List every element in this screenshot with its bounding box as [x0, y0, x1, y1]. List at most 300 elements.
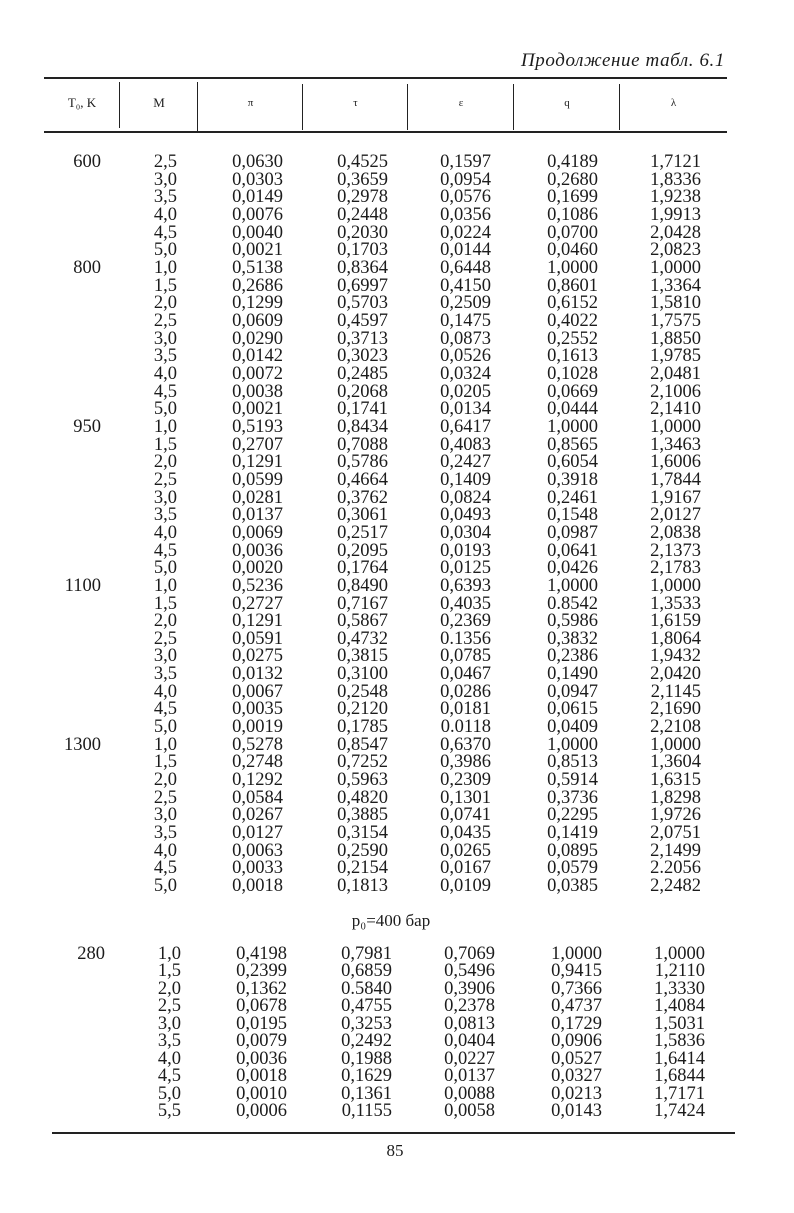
tau-cell: 0,5786	[337, 452, 388, 473]
table-row	[0, 630, 794, 648]
m-cell: 3,0	[153, 169, 177, 190]
tau-cell: 0,3061	[337, 505, 388, 526]
tau-cell: 0,1785	[337, 717, 388, 738]
q-cell: 0,3918	[547, 469, 598, 490]
eps-cell: 0,1409	[440, 469, 491, 490]
eps-cell: 0,0286	[440, 681, 491, 702]
m-cell: 1,0	[153, 416, 177, 437]
eps-cell: 0,6393	[440, 575, 491, 596]
q-cell: 0,0615	[547, 699, 598, 720]
eps-cell: 0,0227	[444, 1048, 495, 1069]
lambda-cell: 1,3533	[650, 593, 701, 614]
eps-cell: 0,6370	[440, 734, 491, 755]
q-cell: 0,2295	[547, 805, 598, 826]
lambda-cell: 1,5836	[654, 1031, 705, 1052]
eps-cell: 0,1475	[440, 310, 491, 331]
pi-cell: 0,1299	[232, 293, 283, 314]
q-cell: 0,0527	[551, 1048, 602, 1069]
lambda-cell: 1,0000	[650, 257, 701, 278]
q-cell: 0,0213	[551, 1083, 602, 1104]
tau-cell: 0,1703	[337, 240, 388, 261]
header-q: q	[564, 97, 570, 109]
header-divider	[513, 84, 514, 130]
tau-cell: 0,2548	[337, 681, 388, 702]
eps-cell: 0,0435	[440, 823, 491, 844]
tau-cell: 0,4664	[337, 469, 388, 490]
q-cell: 0,1490	[547, 664, 598, 685]
lambda-cell: 1,9238	[650, 187, 701, 208]
q-cell: 0,1086	[547, 204, 598, 225]
table-row	[0, 259, 794, 277]
m-cell: 3,0	[153, 328, 177, 349]
tau-cell: 0,2120	[337, 699, 388, 720]
table-row	[0, 171, 794, 189]
tau-cell: 0,1988	[341, 1048, 392, 1069]
table-row	[0, 842, 794, 860]
q-cell: 0.8542	[547, 593, 598, 614]
table-row	[0, 736, 794, 754]
q-cell: 0,0700	[547, 222, 598, 243]
tau-cell: 0.5840	[341, 978, 392, 999]
lambda-cell: 2,1145	[650, 681, 701, 702]
lambda-cell: 1,0000	[650, 575, 701, 596]
header-divider	[197, 82, 198, 131]
table-row	[0, 980, 794, 998]
header-lambda: λ	[670, 97, 677, 109]
lambda-cell: 1,3463	[650, 434, 701, 455]
header-m: M	[153, 95, 165, 110]
m-cell: 3,5	[153, 823, 177, 844]
tau-cell: 0,6859	[341, 961, 392, 982]
eps-cell: 0,0467	[440, 664, 491, 685]
m-cell: 3,5	[153, 187, 177, 208]
tau-cell: 0,4755	[341, 996, 392, 1017]
pi-cell: 0,0275	[232, 646, 283, 667]
q-cell: 0,4737	[551, 996, 602, 1017]
pi-cell: 0,2727	[232, 593, 283, 614]
lambda-cell: 2,1783	[650, 558, 701, 579]
eps-cell: 0,0526	[440, 346, 491, 367]
q-cell: 1,0000	[547, 734, 598, 755]
lambda-cell: 1,8064	[650, 628, 701, 649]
pi-cell: 0,1292	[232, 770, 283, 791]
eps-cell: 0,0824	[440, 487, 491, 508]
m-cell: 4,5	[153, 222, 177, 243]
q-cell: 0,2461	[547, 487, 598, 508]
table-row	[0, 753, 794, 771]
q-cell: 0,1699	[547, 187, 598, 208]
lambda-cell: 1,2110	[654, 961, 705, 982]
lambda-cell: 1,6006	[650, 452, 701, 473]
m-cell: 4,0	[153, 681, 177, 702]
m-cell: 4,5	[153, 540, 177, 561]
table-row	[0, 789, 794, 807]
eps-cell: 0,0137	[444, 1066, 495, 1087]
eps-cell: 0,0193	[440, 540, 491, 561]
pi-cell: 0,0127	[232, 823, 283, 844]
pi-cell: 0,0630	[232, 152, 283, 172]
table-row	[0, 859, 794, 877]
eps-cell: 0,0058	[444, 1100, 495, 1121]
lambda-cell: 2,0481	[650, 363, 701, 384]
tau-cell: 0,3253	[341, 1013, 392, 1034]
tau-cell: 0,5867	[337, 611, 388, 632]
table-row	[0, 877, 794, 895]
eps-cell: 0,0224	[440, 222, 491, 243]
table-row	[0, 771, 794, 789]
tau-cell: 0,3154	[337, 823, 388, 844]
table-row	[0, 700, 794, 718]
table-row	[0, 997, 794, 1015]
pi-cell: 0,2686	[232, 275, 283, 296]
lambda-cell: 1,7121	[650, 152, 701, 172]
eps-cell: 0,0109	[440, 876, 491, 897]
eps-cell: 0,0125	[440, 558, 491, 579]
tau-cell: 0,1629	[341, 1066, 392, 1087]
q-cell: 0,5914	[547, 770, 598, 791]
q-cell: 0,0385	[547, 876, 598, 897]
eps-cell: 0,1301	[440, 787, 491, 808]
q-cell: 0,9415	[551, 961, 602, 982]
table-row	[0, 806, 794, 824]
lambda-cell: 1,0000	[650, 416, 701, 437]
lambda-cell: 1,7844	[650, 469, 701, 490]
m-cell: 5,0	[153, 717, 177, 738]
m-cell: 4,0	[157, 1048, 181, 1069]
m-cell: 3,5	[153, 346, 177, 367]
pi-cell: 0,0149	[232, 187, 283, 208]
m-cell: 4,0	[153, 840, 177, 861]
tau-cell: 0,1764	[337, 558, 388, 579]
lambda-cell: 2,0823	[650, 240, 701, 261]
eps-cell: 0,0144	[440, 240, 491, 261]
eps-cell: 0,0134	[440, 399, 491, 420]
pi-cell: 0,0021	[232, 240, 283, 261]
lambda-cell: 1,9785	[650, 346, 701, 367]
pi-cell: 0,1291	[232, 611, 283, 632]
tau-cell: 0,2095	[337, 540, 388, 561]
m-cell: 4,0	[153, 363, 177, 384]
q-cell: 0,1028	[547, 363, 598, 384]
pi-cell: 0,0584	[232, 787, 283, 808]
pi-cell: 0,0018	[232, 876, 283, 897]
tau-cell: 0,3659	[337, 169, 388, 190]
m-cell: 1,0	[157, 944, 181, 964]
tau-cell: 0,8490	[337, 575, 388, 596]
eps-cell: 0,1597	[440, 152, 491, 172]
q-cell: 0,0906	[551, 1031, 602, 1052]
m-cell: 1,5	[153, 434, 177, 455]
pi-cell: 0,0069	[232, 522, 283, 543]
pi-cell: 0,0010	[236, 1083, 287, 1104]
lambda-cell: 2,0751	[650, 823, 701, 844]
eps-cell: 0,3906	[444, 978, 495, 999]
lambda-cell: 2,1373	[650, 540, 701, 561]
m-cell: 3,5	[153, 664, 177, 685]
eps-cell: 0,0181	[440, 699, 491, 720]
pi-cell: 0,0033	[232, 858, 283, 879]
pi-cell: 0,0063	[232, 840, 283, 861]
m-cell: 1,0	[153, 575, 177, 596]
tau-cell: 0,6997	[337, 275, 388, 296]
eps-cell: 0,4035	[440, 593, 491, 614]
lambda-cell: 2,1006	[650, 381, 701, 402]
eps-cell: 0,0167	[440, 858, 491, 879]
pi-cell: 0,0137	[232, 505, 283, 526]
lambda-cell: 2,0838	[650, 522, 701, 543]
tau-cell: 0,1741	[337, 399, 388, 420]
eps-cell: 0,0304	[440, 522, 491, 543]
m-cell: 5,0	[153, 240, 177, 261]
table-row	[0, 206, 794, 224]
table-row	[0, 365, 794, 383]
pi-cell: 0,2399	[236, 961, 287, 982]
q-cell: 1,0000	[547, 416, 598, 437]
m-cell: 2,0	[153, 293, 177, 314]
tau-cell: 0,8364	[337, 257, 388, 278]
table-row	[0, 1050, 794, 1068]
table-row	[0, 453, 794, 471]
pi-cell: 0,0040	[232, 222, 283, 243]
eps-cell: 0,4150	[440, 275, 491, 296]
q-cell: 0,2386	[547, 646, 598, 667]
eps-cell: 0,7069	[444, 944, 495, 964]
pi-cell: 0,0019	[232, 717, 283, 738]
tau-cell: 0,2485	[337, 363, 388, 384]
lambda-cell: 1,6159	[650, 611, 701, 632]
q-cell: 0,3832	[547, 628, 598, 649]
q-cell: 0,5986	[547, 611, 598, 632]
m-cell: 3,0	[153, 646, 177, 667]
pi-cell: 0,0038	[232, 381, 283, 402]
lambda-cell: 1,3604	[650, 752, 701, 773]
pi-cell: 0,1291	[232, 452, 283, 473]
eps-cell: 0,0741	[440, 805, 491, 826]
q-cell: 0,0579	[547, 858, 598, 879]
q-cell: 0,0895	[547, 840, 598, 861]
eps-cell: 0,0576	[440, 187, 491, 208]
table-row	[0, 153, 794, 171]
table-row	[0, 683, 794, 701]
pi-cell: 0,0609	[232, 310, 283, 331]
pi-cell: 0,0079	[236, 1031, 287, 1052]
table-bottom-rule	[52, 1132, 735, 1134]
eps-cell: 0,0205	[440, 381, 491, 402]
tau-cell: 0,3885	[337, 805, 388, 826]
lambda-cell: 1,9432	[650, 646, 701, 667]
lambda-cell: 1,6315	[650, 770, 701, 791]
q-cell: 0,0669	[547, 381, 598, 402]
q-cell: 0,0143	[551, 1100, 602, 1121]
pi-cell: 0,0036	[232, 540, 283, 561]
q-cell: 0,0444	[547, 399, 598, 420]
q-cell: 0,8565	[547, 434, 598, 455]
eps-cell: 0,6448	[440, 257, 491, 278]
q-cell: 0,8601	[547, 275, 598, 296]
lambda-cell: 1,0000	[650, 734, 701, 755]
eps-cell: 0,0404	[444, 1031, 495, 1052]
eps-cell: 0,0785	[440, 646, 491, 667]
tau-cell: 0,2517	[337, 522, 388, 543]
pi-cell: 0,0072	[232, 363, 283, 384]
table-row	[0, 524, 794, 542]
table-row	[0, 665, 794, 683]
eps-cell: 0,2427	[440, 452, 491, 473]
tau-cell: 0,7088	[337, 434, 388, 455]
table-row	[0, 577, 794, 595]
lambda-cell: 1,3330	[654, 978, 705, 999]
m-cell: 2,0	[153, 611, 177, 632]
table-row	[0, 347, 794, 365]
tau-cell: 0,2154	[337, 858, 388, 879]
pi-cell: 0,5236	[232, 575, 283, 596]
eps-cell: 0,0813	[444, 1013, 495, 1034]
table-row	[0, 824, 794, 842]
m-cell: 2,0	[153, 452, 177, 473]
eps-cell: 0,0873	[440, 328, 491, 349]
pi-cell: 0,0006	[236, 1100, 287, 1121]
eps-cell: 0,0324	[440, 363, 491, 384]
table-continuation-caption: Продолжение табл. 6.1	[520, 50, 725, 71]
table-row	[0, 962, 794, 980]
m-cell: 1,5	[153, 593, 177, 614]
pi-cell: 0,0021	[232, 399, 283, 420]
lambda-cell: 1,7424	[654, 1100, 705, 1121]
lambda-cell: 1,6414	[654, 1048, 705, 1069]
m-cell: 5,0	[153, 558, 177, 579]
temperature-cell: 280	[77, 944, 105, 964]
q-cell: 0,2680	[547, 169, 598, 190]
table-row	[0, 241, 794, 259]
table-row	[0, 1067, 794, 1085]
pi-cell: 0,0599	[232, 469, 283, 490]
m-cell: 1,0	[153, 734, 177, 755]
table-row	[0, 647, 794, 665]
pi-cell: 0,0290	[232, 328, 283, 349]
lambda-cell: 1,6844	[654, 1066, 705, 1087]
m-cell: 2,5	[153, 787, 177, 808]
tau-cell: 0,5963	[337, 770, 388, 791]
lambda-cell: 1,5031	[654, 1013, 705, 1034]
m-cell: 2,0	[153, 770, 177, 791]
eps-cell: 0,2309	[440, 770, 491, 791]
pi-cell: 0,2748	[232, 752, 283, 773]
m-cell: 4,5	[153, 858, 177, 879]
m-cell: 2,5	[153, 152, 177, 172]
temperature-cell: 1300	[64, 734, 101, 755]
m-cell: 1,0	[153, 257, 177, 278]
eps-cell: 0,2378	[444, 996, 495, 1017]
lambda-cell: 1,9726	[650, 805, 701, 826]
q-cell: 0,3736	[547, 787, 598, 808]
lambda-cell: 1,8850	[650, 328, 701, 349]
table-row	[0, 383, 794, 401]
header-divider	[119, 82, 120, 128]
eps-cell: 0,0088	[444, 1083, 495, 1104]
m-cell: 5,0	[153, 876, 177, 897]
table-row	[0, 436, 794, 454]
tau-cell: 0,1155	[341, 1100, 392, 1121]
header-pi: π	[247, 97, 254, 109]
m-cell: 1,5	[153, 752, 177, 773]
tau-cell: 0,7167	[337, 593, 388, 614]
table-row	[0, 542, 794, 560]
pi-cell: 0,0018	[236, 1066, 287, 1087]
table-row	[0, 945, 794, 963]
eps-cell: 0,0356	[440, 204, 491, 225]
q-cell: 0,0947	[547, 681, 598, 702]
m-cell: 2,0	[157, 978, 181, 999]
lambda-cell: 1,4084	[654, 996, 705, 1017]
pi-cell: 0,0132	[232, 664, 283, 685]
table-row	[0, 718, 794, 736]
tau-cell: 0,2068	[337, 381, 388, 402]
m-cell: 3,5	[153, 505, 177, 526]
table-row	[0, 330, 794, 348]
q-cell: 1,0000	[547, 257, 598, 278]
tau-cell: 0,8547	[337, 734, 388, 755]
lambda-cell: 2,2108	[650, 717, 701, 738]
table-row	[0, 400, 794, 418]
lambda-cell: 1,9167	[650, 487, 701, 508]
q-cell: 0,7366	[551, 978, 602, 999]
pi-cell: 0,5278	[232, 734, 283, 755]
header-tau: τ	[353, 97, 358, 109]
temperature-cell: 800	[73, 257, 101, 278]
q-cell: 0,6152	[547, 293, 598, 314]
q-cell: 1,0000	[551, 944, 602, 964]
lambda-cell: 2,2482	[650, 876, 701, 897]
eps-cell: 0,4083	[440, 434, 491, 455]
table-row	[0, 471, 794, 489]
pi-cell: 0,0035	[232, 699, 283, 720]
lambda-cell: 2,1410	[650, 399, 701, 420]
tau-cell: 0,1361	[341, 1083, 392, 1104]
m-cell: 3,5	[157, 1031, 181, 1052]
table-row	[0, 294, 794, 312]
pi-cell: 0,0076	[232, 204, 283, 225]
tau-cell: 0,3023	[337, 346, 388, 367]
table-row	[0, 559, 794, 577]
pi-cell: 0,5193	[232, 416, 283, 437]
header-divider	[302, 84, 303, 130]
eps-cell: 0,0954	[440, 169, 491, 190]
m-cell: 2,5	[157, 996, 181, 1017]
pi-cell: 0,0267	[232, 805, 283, 826]
eps-cell: 0,3986	[440, 752, 491, 773]
lambda-cell: 2,1499	[650, 840, 701, 861]
eps-cell: 0,5496	[444, 961, 495, 982]
table-row	[0, 1085, 794, 1103]
table-row	[0, 506, 794, 524]
q-cell: 0,1613	[547, 346, 598, 367]
q-cell: 0,6054	[547, 452, 598, 473]
m-cell: 4,0	[153, 522, 177, 543]
m-cell: 5,0	[157, 1083, 181, 1104]
m-cell: 2,5	[153, 628, 177, 649]
tau-cell: 0,2978	[337, 187, 388, 208]
tau-cell: 0,3762	[337, 487, 388, 508]
eps-cell: 0,6417	[440, 416, 491, 437]
pi-cell: 0,0020	[232, 558, 283, 579]
m-cell: 4,5	[153, 381, 177, 402]
temperature-cell: 600	[73, 152, 101, 172]
m-cell: 5,0	[153, 399, 177, 420]
q-cell: 0,1419	[547, 823, 598, 844]
q-cell: 0,2552	[547, 328, 598, 349]
q-cell: 0,1729	[551, 1013, 602, 1034]
lambda-cell: 2,0127	[650, 505, 701, 526]
